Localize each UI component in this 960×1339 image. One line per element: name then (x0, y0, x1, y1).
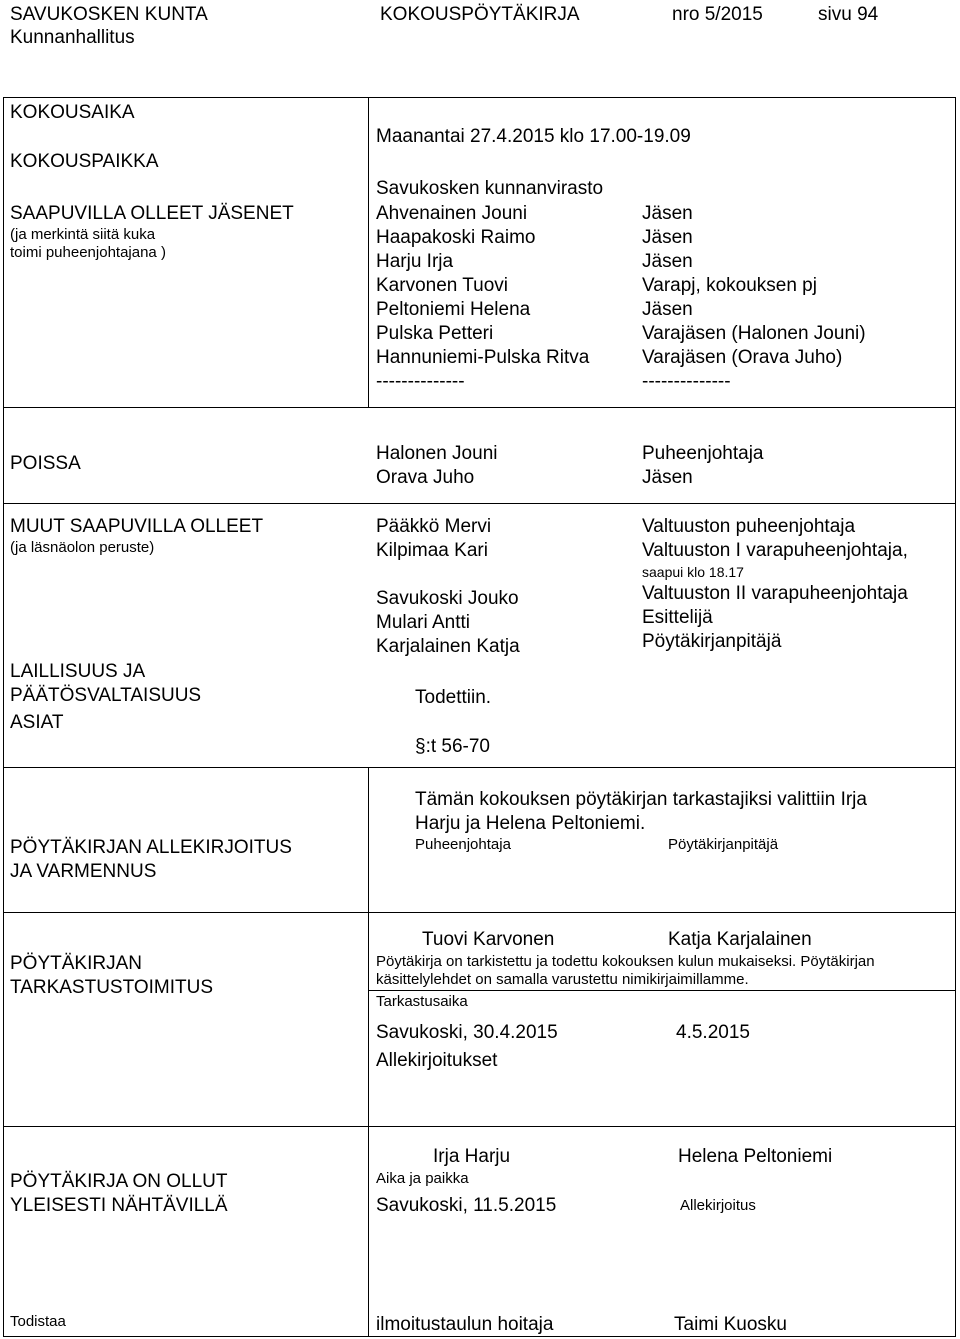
present-member-role: Varajäsen (Halonen Jouni) (642, 323, 866, 344)
others-note: (ja läsnäolon peruste) (10, 539, 155, 556)
legality-value: Todettiin. (415, 687, 492, 708)
row-divider-4 (3, 912, 956, 913)
reviewer-1: Irja Harju (433, 1146, 511, 1167)
chair-label: Puheenjohtaja (415, 836, 511, 853)
present-note-1: (ja merkintä siitä kuka (10, 226, 156, 243)
meeting-time-value: Maanantai 27.4.2015 klo 17.00-19.09 (376, 126, 691, 147)
public-signature-label: Allekirjoitus (680, 1197, 756, 1214)
absent-label: POISSA (10, 453, 81, 474)
present-label: SAAPUVILLA OLLEET JÄSENET (10, 203, 294, 224)
other-member-name: Mulari Antti (376, 612, 470, 633)
review-inner-divider (368, 990, 956, 991)
other-member-role: Pöytäkirjanpitäjä (642, 631, 782, 652)
protocol-number: nro 5/2015 (672, 4, 763, 25)
present-member-name: Pulska Petteri (376, 323, 494, 344)
other-member-role: Esittelijä (642, 607, 713, 628)
meeting-place-value: Savukosken kunnanvirasto (376, 178, 604, 199)
review-date-2: 4.5.2015 (676, 1022, 750, 1043)
items-label: ASIAT (10, 712, 64, 733)
other-member-role: Valtuuston puheenjohtaja (642, 516, 856, 537)
review-text-2: käsittelylehdet on samalla varustettu nimikirjaimillamme. (376, 971, 749, 988)
absent-member-name: Orava Juho (376, 467, 475, 488)
present-note-2: toimi puheenjohtajana ) (10, 244, 166, 261)
row-divider-3 (3, 767, 956, 768)
present-member-role: Varapj, kokouksen pj (642, 275, 817, 296)
absent-member-role: Puheenjohtaja (642, 443, 764, 464)
arrival-note: saapui klo 18.17 (642, 564, 744, 580)
review-signatures-label: Allekirjoitukset (376, 1050, 498, 1071)
column-divider-bottom (368, 767, 369, 1337)
meeting-time-label: KOKOUSAIKA (10, 102, 135, 123)
body-name: Kunnanhallitus (10, 27, 135, 48)
review-label-2: TARKASTUSTOIMITUS (10, 977, 214, 998)
present-dashes-role: -------------- (642, 371, 731, 392)
present-member-name: Harju Irja (376, 251, 454, 272)
doc-type: KOKOUSPÖYTÄKIRJA (380, 4, 580, 25)
other-member-role: Valtuuston I varapuheenjohtaja, (642, 540, 908, 561)
column-divider-top (368, 97, 369, 407)
present-member-name: Peltoniemi Helena (376, 299, 531, 320)
other-member-name: Kilpimaa Kari (376, 540, 488, 561)
certify-label: Todistaa (10, 1313, 66, 1330)
present-dashes-name: -------------- (376, 371, 465, 392)
secretary-label: Pöytäkirjanpitäjä (668, 836, 779, 853)
secretary-name: Katja Karjalainen (668, 929, 812, 950)
signature-label-2: JA VARMENNUS (10, 861, 157, 882)
legality-label-1: LAILLISUUS JA (10, 661, 146, 682)
public-time-place-label: Aika ja paikka (376, 1170, 469, 1187)
absent-member-role: Jäsen (642, 467, 693, 488)
present-member-role: Jäsen (642, 203, 693, 224)
legality-label-2: PÄÄTÖSVALTAISUUS (10, 685, 202, 706)
meeting-place-label: KOKOUSPAIKKA (10, 151, 159, 172)
others-label: MUUT SAAPUVILLA OLLEET (10, 516, 264, 537)
review-time-label: Tarkastusaika (376, 993, 468, 1010)
public-place-date: Savukoski, 11.5.2015 (376, 1195, 557, 1216)
row-divider-5 (3, 1126, 956, 1127)
present-member-role: Varajäsen (Orava Juho) (642, 347, 843, 368)
present-member-role: Jäsen (642, 227, 693, 248)
public-label-1: PÖYTÄKIRJA ON OLLUT (10, 1171, 228, 1192)
public-label-2: YLEISESTI NÄHTÄVILLÄ (10, 1195, 228, 1216)
present-member-name: Haapakoski Raimo (376, 227, 536, 248)
other-member-name: Savukoski Jouko (376, 588, 519, 609)
org-name: SAVUKOSKEN KUNTA (10, 4, 208, 25)
review-label-1: PÖYTÄKIRJAN (10, 953, 142, 974)
row-divider-2 (3, 503, 956, 504)
present-member-name: Hannuniemi-Pulska Ritva (376, 347, 590, 368)
row-divider-1 (3, 407, 956, 408)
notice-board-name: Taimi Kuosku (674, 1314, 787, 1335)
signature-text-1: Tämän kokouksen pöytäkirjan tarkastajiksi valittiin Irja (415, 789, 867, 810)
present-member-name: Ahvenainen Jouni (376, 203, 528, 224)
notice-board-role: ilmoitustaulun hoitaja (376, 1314, 554, 1335)
reviewer-2: Helena Peltoniemi (678, 1146, 833, 1167)
other-member-role: Valtuuston II varapuheenjohtaja (642, 583, 908, 604)
other-member-name: Pääkkö Mervi (376, 516, 492, 537)
present-member-role: Jäsen (642, 299, 693, 320)
absent-member-name: Halonen Jouni (376, 443, 498, 464)
signature-text-2: Harju ja Helena Peltoniemi. (415, 813, 646, 834)
page-number: sivu 94 (818, 4, 879, 25)
present-member-name: Karvonen Tuovi (376, 275, 509, 296)
signature-label-1: PÖYTÄKIRJAN ALLEKIRJOITUS (10, 837, 292, 858)
other-member-name: Karjalainen Katja (376, 636, 520, 657)
items-value: §:t 56-70 (415, 736, 490, 757)
chair-name: Tuovi Karvonen (422, 929, 555, 950)
review-text-1: Pöytäkirja on tarkistettu ja todettu kokouksen kulun mukaiseksi. Pöytäkirjan (376, 953, 875, 970)
review-place-date: Savukoski, 30.4.2015 (376, 1022, 558, 1043)
present-member-role: Jäsen (642, 251, 693, 272)
